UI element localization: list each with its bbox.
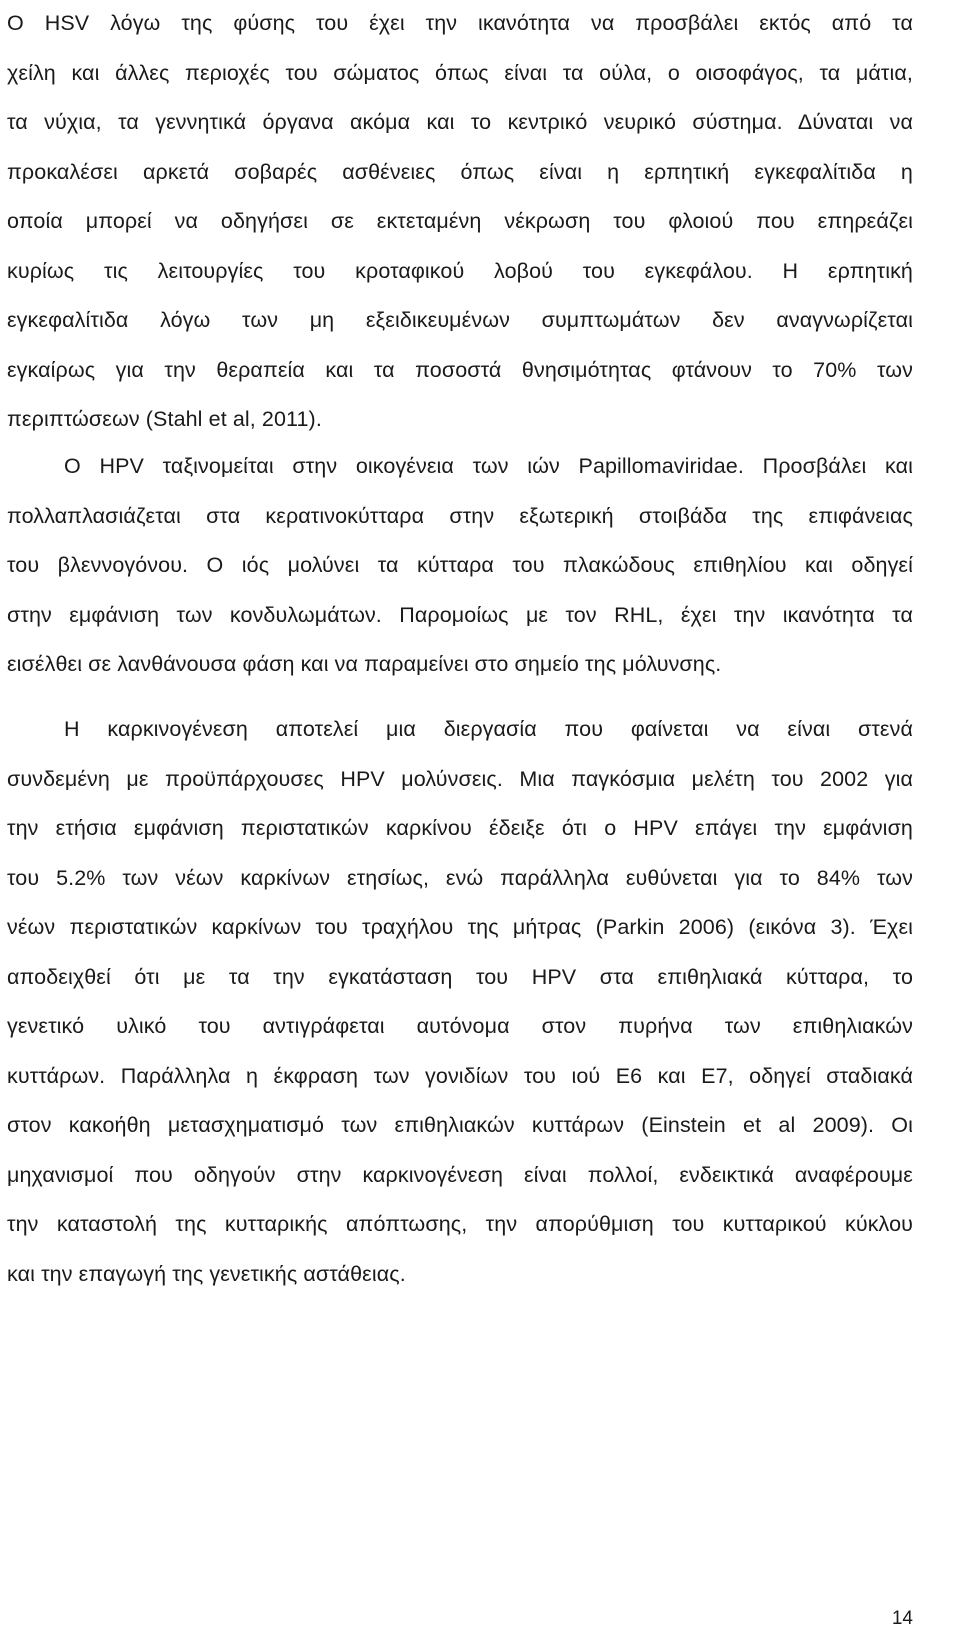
paragraph-carcinogenesis [7,710,913,1304]
text-line: νέων περιστατικών καρκίνων του τραχήλου της μήτρας (Parkin 2006) (εικόνα 3). Έχει [7,915,913,939]
text-line: στην εμφάνιση των κονδυλωμάτων. Παρομοίως με τον RHL, έχει την ικανότητα τα [7,602,913,627]
text-line: και την επαγωγή της γενετικής αστάθειας. [7,1261,406,1286]
text-line: Ο HPV ταξινομείται στην οικογένεια των ιών Papillomaviridae. Προσβάλει και [64,454,913,478]
text-line: εγκαίρως για την θεραπεία και τα ποσοστά θνησιμότητας φτάνουν το 70% των [7,357,913,382]
text-line: του 5.2% των νέων καρκίνων ετησίως, ενώ παράλληλα ευθύνεται για το 84% των [7,865,913,890]
text-line: εισέλθει σε λανθάνουσα φάση και να παραμείνει στο σημείο της μόλυνσης. [7,652,722,676]
text-line: την ετήσια εμφάνιση περιστατικών καρκίνου έδειξε ότι ο HPV επάγει την εμφάνιση [7,816,913,840]
text-line: Η καρκινογένεση αποτελεί μια διεργασία που φαίνεται να είναι στενά [64,717,913,741]
text-line: συνδεμένη με προϋπάρχουσες HPV μολύνσεις. Μια παγκόσμια μελέτη του 2002 για [7,766,913,791]
text-line: στον κακοήθη μετασχηματισμό των επιθηλιακών κυττάρων (Einstein et al 2009). Οι [7,1113,913,1137]
text-line: κυρίως τις λειτουργίες του κροταφικού λοβού του εγκεφάλου. Η ερπητική [7,258,913,283]
paragraph-hsv [7,4,913,450]
text-line: οποία μπορεί να οδηγήσει σε εκτεταμένη νέκρωση του φλοιού που επηρεάζει [7,209,913,233]
text-line: πολλαπλασιάζεται στα κερατινοκύτταρα στην εξωτερική στοιβάδα της επιφάνειας [7,503,913,528]
text-line: του βλεννογόνου. Ο ιός μολύνει τα κύτταρα του πλακώδους επιθηλίου και οδηγεί [7,553,913,577]
text-line: τα νύχια, τα γεννητικά όργανα ακόμα και το κεντρικό νευρικό σύστημα. Δύναται να [7,110,913,134]
text-line: χείλη και άλλες περιοχές του σώματος όπως είναι τα ούλα, ο οισοφάγος, τα μάτια, [7,60,913,85]
text-line: εγκεφαλίτιδα λόγω των μη εξειδικευμένων συμπτωμάτων δεν αναγνωρίζεται [7,308,913,332]
paragraph-hpv [7,447,913,695]
text-line: περιπτώσεων (Stahl et al, 2011). [7,407,322,431]
text-line: την καταστολή της κυτταρικής απόπτωσης, την απορύθμιση του κυτταρικού κύκλου [7,1212,913,1236]
text-line: προκαλέσει αρκετά σοβαρές ασθένειες όπως είναι η ερπητική εγκεφαλίτιδα η [7,159,913,184]
page-number: 14 [891,1608,913,1629]
text-line: κυττάρων. Παράλληλα η έκφραση των γονιδίων του ιού Ε6 και Ε7, οδηγεί σταδιακά [7,1063,913,1088]
text-line: αποδειχθεί ότι με τα την εγκατάσταση του HPV στα επιθηλιακά κύτταρα, το [7,964,913,989]
text-line: Ο HSV λόγω της φύσης του έχει την ικανότητα να προσβάλει εκτός από τα [7,11,913,35]
text-line: γενετικό υλικό του αντιγράφεται αυτόνομα στον πυρήνα των επιθηλιακών [7,1014,913,1038]
text-line: μηχανισμοί που οδηγούν στην καρκινογένεση είναι πολλοί, ενδεικτικά αναφέρουμε [7,1162,913,1187]
